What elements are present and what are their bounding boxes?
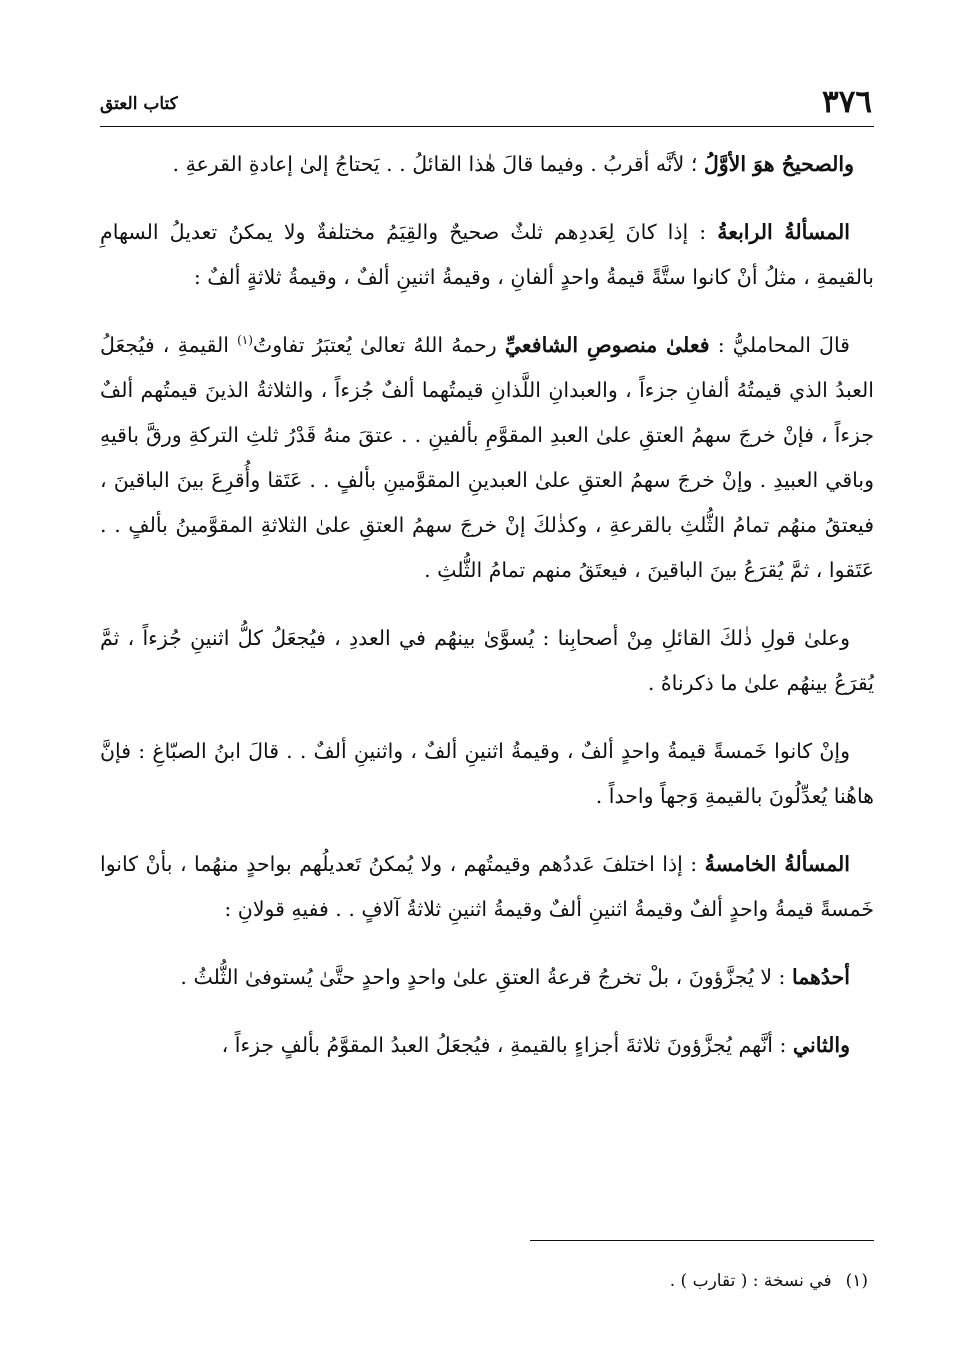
paragraph [100, 210, 874, 300]
section-heading: المسألةُ الخامسةُ [704, 852, 850, 876]
paragraph-text: وإنْ كانوا خَمسةً قيمةُ واحدٍ ألفٌ ، وقيمةُ اثنينِ ألفٌ ، واثنينِ ألفٌ . . قالَ ابنُ الصبّاغِ : فإنَّ هاهُنا يُعدِّلُونَ بالقيمةِ وَجهاً واحداً . [100, 739, 874, 808]
page-header [100, 82, 874, 127]
paragraph-text: : لا يُجزَّؤونَ ، بلْ تخرجُ قرعةُ العتقِ علىٰ واحدٍ واحدٍ حتَّىٰ يُستوفىٰ الثُّلثُ . [180, 965, 792, 989]
paragraph-lead: والثاني [792, 1033, 850, 1057]
paragraph-text: وعلىٰ قولِ ذٰلكَ القائلِ مِنْ أصحابِنا : يُسوَّىٰ بينهُم في العددِ ، فيُجعَلُ كلُّ اثنينِ جُزءاً ، ثمَّ يُقرَعُ بينهُم علىٰ ما ذكرناهُ . [100, 626, 874, 695]
paragraph [100, 842, 874, 932]
paragraph-text: : أنَّهم يُجزَّؤونَ ثلاثةَ أجزاءٍ بالقيمةِ ، فيُجعَلُ العبدُ المقوَّمُ بألفٍ جزءاً ، [221, 1033, 793, 1057]
footnote-text: في نسخة : ( تقارب ) . [669, 1271, 832, 1291]
paragraph-lead: أحدُهما [791, 965, 850, 989]
paragraph [100, 142, 874, 187]
footnote-divider [530, 1240, 874, 1241]
paragraph-lead: فعلىٰ منصوصِ الشافعيِّ [504, 333, 710, 357]
paragraph [100, 729, 874, 819]
paragraph [100, 323, 874, 593]
paragraph-text: رحمهُ اللهُ تعالىٰ يُعتبَرُ تفاوتُ [252, 333, 505, 357]
page-body [100, 142, 874, 1091]
paragraph [100, 616, 874, 706]
running-title: كتاب العتق [100, 94, 178, 114]
paragraph-text: : إذا كانَ لِعَددِهم ثلثٌ صحيحٌ والقِيَمُ مختلفةٌ ولا يمكنُ تعديلُ السهامِ بالقيمةِ ، مثلُ أنْ كانوا ستَّةً قيمةُ واحدٍ ألفانِ ، وقيمةُ اثنينِ ألفٌ ، وقيمةُ ثلاثةٍ ألفٌ : [100, 220, 874, 289]
paragraph-lead: والصحيحُ هوَ الأوَّلُ [703, 152, 854, 176]
page-number: ٣٧٦ [822, 84, 872, 120]
paragraph [100, 1023, 874, 1068]
footnote-number: (١) [845, 1271, 868, 1291]
footnote [100, 1266, 868, 1296]
section-heading: المسألةُ الرابعةُ [717, 220, 850, 244]
footnote-reference: (١) [237, 333, 253, 348]
paragraph-text: القيمةِ ، فيُجعَلُ العبدُ الذي قيمتُهُ ألفانِ جزءاً ، والعبدانِ اللَّذانِ قيمتُهما ألفٌ جُزءاً ، والثلاثةُ الذينَ قيمتُهم ألفٌ جزءاً ، فإنْ خرجَ سهمُ العتقِ علىٰ العبدِ المقوَّمِ بألفينِ . . عتقَ منهُ قَدْرُ ثلثِ التركةِ ورقَّ باقيهِ وباقي العبيدِ . وإنْ خرجَ سهمُ العتقِ علىٰ العبدينِ المقوَّمينِ بألفٍ . . عَتَقا وأُقرِعَ بينَ الباقينَ ، فيعتقُ منهُم تمامُ الثُّلثِ بالقرعةِ ، وكذٰلكَ إنْ خرجَ سهمُ العتقِ علىٰ الثلاثةِ المقوَّمينُ بألفٍ . . عَتَقوا ، ثمَّ يُقرَعُ بينَ الباقينَ ، فيعتَقُ منهم تمامُ الثُّلثِ . [100, 333, 874, 582]
paragraph-text: ؛ لأنَّه أقربُ . وفيما قالَ هٰذا القائلُ . . يَحتاجُ إلىٰ إعادةِ القرعةِ . [172, 152, 704, 176]
paragraph-text: قالَ المحامليُّ : [709, 333, 850, 357]
paragraph [100, 955, 874, 1000]
paragraph-text: : إذا اختلفَ عَددُهم وقيمتُهم ، ولا يُمكنُ تَعديلُهم بواحدٍ منهُما ، بأنْ كانوا خَمسةً قيمةُ واحدٍ ألفٌ وقيمةُ اثنينِ ألفٌ وقيمةُ اثنينِ ثلاثةُ آلافٍ . . ففيهِ قولانِ : [100, 852, 874, 921]
